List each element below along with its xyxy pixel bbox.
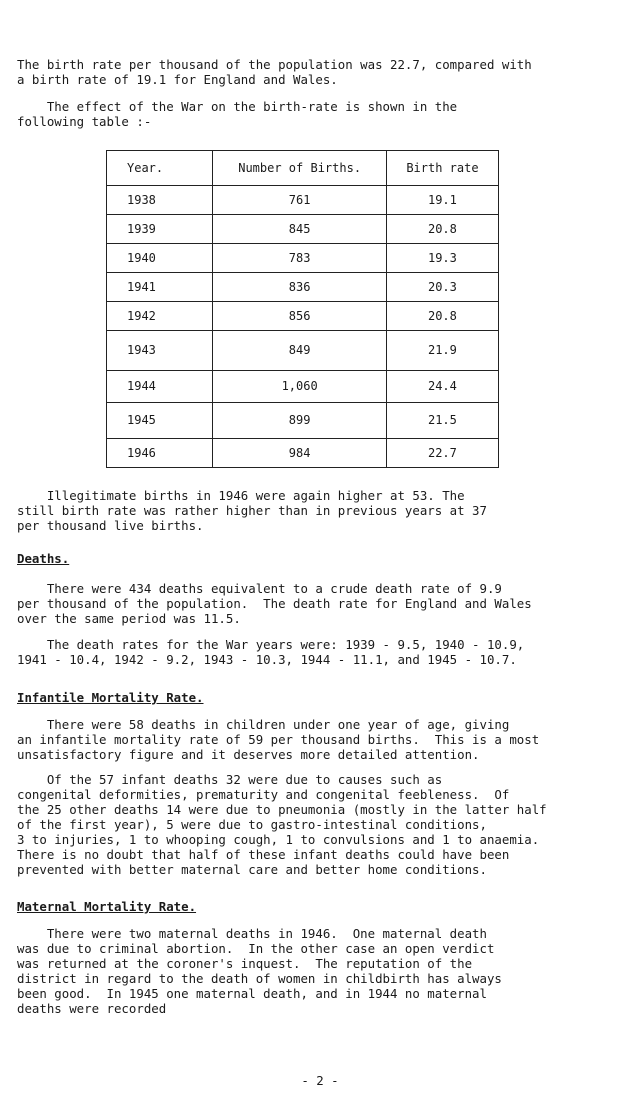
text-line: per thousand live births.: [17, 518, 204, 533]
text-line: unsatisfactory figure and it deserves more detailed attention.: [17, 747, 480, 762]
text-line: The birth rate per thousand of the population was 22.7, compared with: [17, 57, 532, 72]
text-line: the 25 other deaths 14 were due to pneumonia (mostly in the latter half: [17, 802, 547, 817]
text-line: congenital deformities, prematurity and congenital feebleness. Of: [17, 787, 510, 802]
text-line: following table :-: [17, 114, 152, 129]
cell-year: 1944: [107, 371, 213, 403]
births-table: [106, 150, 499, 468]
text-line: Of the 57 infant deaths 32 were due to causes such as: [17, 772, 443, 787]
maternal-heading: Maternal Mortality Rate.: [17, 899, 197, 914]
cell-rate: 20.8: [386, 215, 498, 244]
table-row: [107, 331, 499, 371]
text-line: The effect of the War on the birth-rate is shown in the: [17, 99, 458, 114]
text-line: There were 434 deaths equivalent to a crude death rate of 9.9: [17, 581, 502, 596]
illegitimate-paragraph: [17, 488, 627, 533]
text-line: over the same period was 11.5.: [17, 611, 241, 626]
cell-births: 899: [213, 403, 387, 439]
text-line: There is no doubt that half of these infant deaths could have been: [17, 847, 510, 862]
cell-births: 856: [213, 302, 387, 331]
cell-year: 1938: [107, 186, 213, 215]
text-line: Illegitimate births in 1946 were again higher at 53. The: [17, 488, 465, 503]
text-line: 1941 - 10.4, 1942 - 9.2, 1943 - 10.3, 1944 - 11.1, and 1945 - 10.7.: [17, 652, 517, 667]
cell-rate: 21.5: [386, 403, 498, 439]
text-line: been good. In 1945 one maternal death, and in 1944 no maternal: [17, 986, 487, 1001]
table-row: [107, 439, 499, 468]
cell-year: 1943: [107, 331, 213, 371]
text-line: 3 to injuries, 1 to whooping cough, 1 to convulsions and 1 to anaemia.: [17, 832, 540, 847]
text-line: a birth rate of 19.1 for England and Wales.: [17, 72, 338, 87]
table-row: [107, 215, 499, 244]
cell-births: 783: [213, 244, 387, 273]
cell-year: 1945: [107, 403, 213, 439]
header-rate: Birth rate: [386, 151, 498, 186]
text-line: still birth rate was rather higher than in previous years at 37: [17, 503, 487, 518]
text-line: of the first year), 5 were due to gastro-intestinal conditions,: [17, 817, 487, 832]
infantile-paragraph-2: [17, 772, 627, 877]
table-row: [107, 244, 499, 273]
table-row: [107, 302, 499, 331]
text-line: was due to criminal abortion. In the other case an open verdict: [17, 941, 495, 956]
table-row: [107, 186, 499, 215]
cell-rate: 19.1: [386, 186, 498, 215]
text-line: an infantile mortality rate of 59 per thousand births. This is a most: [17, 732, 540, 747]
text-line: per thousand of the population. The death rate for England and Wales: [17, 596, 532, 611]
text-line: deaths were recorded: [17, 1001, 167, 1016]
deaths-paragraph-2: [17, 637, 627, 667]
cell-year: 1946: [107, 439, 213, 468]
cell-year: 1942: [107, 302, 213, 331]
text-line: The death rates for the War years were: 1939 - 9.5, 1940 - 10.9,: [17, 637, 525, 652]
cell-births: 845: [213, 215, 387, 244]
cell-rate: 20.3: [386, 273, 498, 302]
cell-rate: 20.8: [386, 302, 498, 331]
text-line: was returned at the coroner's inquest. The reputation of the: [17, 956, 473, 971]
cell-year: 1941: [107, 273, 213, 302]
infantile-paragraph-1: [17, 717, 627, 762]
cell-rate: 24.4: [386, 371, 498, 403]
table-row: [107, 403, 499, 439]
cell-births: 984: [213, 439, 387, 468]
header-year: Year.: [107, 151, 213, 186]
table-header-row: [107, 151, 499, 186]
text-line: prevented with better maternal care and better home conditions.: [17, 862, 487, 877]
cell-births: 836: [213, 273, 387, 302]
cell-year: 1939: [107, 215, 213, 244]
table-row: [107, 371, 499, 403]
cell-rate: 22.7: [386, 439, 498, 468]
cell-rate: 21.9: [386, 331, 498, 371]
deaths-paragraph-1: [17, 581, 627, 626]
cell-births: 1,060: [213, 371, 387, 403]
table-row: [107, 273, 499, 302]
text-line: There were two maternal deaths in 1946. One maternal death: [17, 926, 487, 941]
text-line: district in regard to the death of women in childbirth has always: [17, 971, 502, 986]
cell-year: 1940: [107, 244, 213, 273]
cell-births: 849: [213, 331, 387, 371]
maternal-paragraph: [17, 926, 627, 1016]
infantile-heading: Infantile Mortality Rate.: [17, 690, 204, 705]
header-births: Number of Births.: [213, 151, 387, 186]
intro-paragraph: [17, 57, 627, 87]
deaths-heading: Deaths.: [17, 551, 70, 566]
cell-births: 761: [213, 186, 387, 215]
war-effect-paragraph: [17, 99, 627, 129]
text-line: There were 58 deaths in children under one year of age, giving: [17, 717, 510, 732]
page-number: - 2 -: [301, 1073, 339, 1088]
cell-rate: 19.3: [386, 244, 498, 273]
